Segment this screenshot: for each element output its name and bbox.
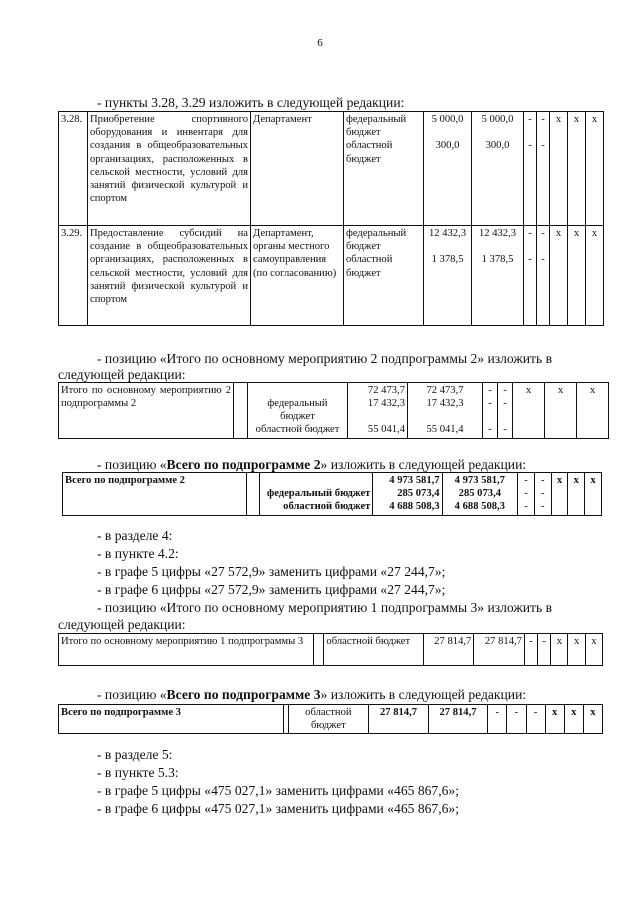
values-col5 xyxy=(373,473,442,516)
x-cell: x xyxy=(545,383,577,439)
row-executor: Департамент, органы местного самоуправления (по согласованию) xyxy=(251,226,344,326)
dash-cell: - xyxy=(526,705,545,734)
value-regional: 300,0 xyxy=(485,140,510,152)
row-number: 3.28. xyxy=(59,112,88,226)
row-sources xyxy=(260,473,373,516)
value-total: 4 973 581,7 xyxy=(389,475,440,486)
x-cell: x xyxy=(513,383,545,439)
value-federal: 12 432,3 xyxy=(478,228,517,239)
source-federal: федеральный бюджет xyxy=(266,488,371,499)
page-number: 6 xyxy=(317,37,323,49)
section4-line: - в графе 5 цифры «27 572,9» заменить цифрами «27 244,7»; xyxy=(97,564,446,579)
value-regional: 1 378,5 xyxy=(431,254,464,266)
dash-cell xyxy=(534,473,551,516)
source-regional: областной бюджет xyxy=(283,501,371,513)
dash-cell xyxy=(483,383,498,439)
x-cell: x xyxy=(583,705,602,734)
dash: - xyxy=(488,385,492,396)
total-label: Всего по подпрограмме 3 xyxy=(59,705,284,734)
section5-line: - в графе 6 цифры «475 027,1» заменить цифрами «465 867,6»; xyxy=(97,801,459,816)
dash: - xyxy=(503,424,507,436)
value-federal: 17 432,3 xyxy=(367,398,405,410)
dash: - xyxy=(540,488,545,500)
x-cell: x xyxy=(550,226,568,326)
section4-line: - в разделе 4: xyxy=(97,528,173,543)
intro-total-item2-cont: следующей редакции: xyxy=(58,367,186,382)
values-col5 xyxy=(348,383,408,439)
x-cell: x xyxy=(568,634,585,666)
intro-bold-text: Всего по подпрограмме 3 xyxy=(166,687,321,702)
section4-line: - в графе 6 цифры «27 572,9» заменить цифрами «27 244,7»; xyxy=(97,582,446,597)
value-regional: 300,0 xyxy=(435,140,460,152)
source-federal: федеральный бюджет xyxy=(346,114,407,139)
dash: - xyxy=(528,140,532,152)
table-row xyxy=(59,383,609,439)
row-executor: Департамент xyxy=(251,112,344,226)
dash-cell xyxy=(524,112,537,226)
table-row xyxy=(59,634,603,666)
row-sources xyxy=(344,112,424,226)
dash: - xyxy=(528,228,532,239)
value-total: 72 473,7 xyxy=(426,385,464,396)
value-col6: 27 814,7 xyxy=(428,705,488,734)
intro-total-item2: - позицию «Итого по основному мероприятию 2 подпрограммы 2» изложить в xyxy=(97,351,552,366)
source-regional: областной бюджет xyxy=(324,634,423,666)
source-federal: федеральный бюджет xyxy=(267,398,328,423)
dash-cell xyxy=(537,226,550,326)
value-col5: 27 814,7 xyxy=(423,634,474,666)
value-regional: 1 378,5 xyxy=(481,254,514,266)
x-cell: x xyxy=(586,226,604,326)
intro-items-3-28-3-29: - пункты 3.28, 3.29 изложить в следующей редакции: xyxy=(97,95,405,110)
row-values-col6 xyxy=(472,112,524,226)
intro-total-subprogram-2 xyxy=(97,456,526,473)
x-cell: x xyxy=(585,473,602,516)
dash: - xyxy=(488,424,492,436)
empty-cell xyxy=(314,634,324,666)
row-number: 3.29. xyxy=(59,226,88,326)
section4-line: - позицию «Итого по основному мероприятию 1 подпрограммы 3» изложить в xyxy=(97,600,552,615)
dash: - xyxy=(541,114,545,125)
dash: - xyxy=(528,114,532,125)
table-total-subprogram-2 xyxy=(62,472,602,516)
dash: - xyxy=(524,488,528,500)
dash-cell: - xyxy=(524,634,537,666)
value-col5: 27 814,7 xyxy=(369,705,429,734)
x-cell: x xyxy=(551,473,568,516)
source-federal: федеральный бюджет xyxy=(346,228,407,253)
x-cell: x xyxy=(585,634,602,666)
dash: - xyxy=(528,254,532,266)
dash-cell xyxy=(518,473,535,516)
dash: - xyxy=(540,475,545,486)
value-federal: 5 000,0 xyxy=(431,114,464,125)
dash-cell: - xyxy=(488,705,507,734)
total-label: Итого по основному мероприятию 2 подпрограммы 2 xyxy=(59,383,234,439)
x-cell: x xyxy=(568,473,585,516)
value-regional: 4 688 508,3 xyxy=(454,501,505,513)
section5-line: - в графе 5 цифры «475 027,1» заменить цифрами «465 867,6»; xyxy=(97,783,459,798)
source-regional: областной бюджет xyxy=(288,705,369,734)
source-regional: областной бюджет xyxy=(346,140,393,165)
value-federal: 285 073,4 xyxy=(397,488,440,500)
total-label: Итого по основному мероприятию 1 подпрограммы 3 xyxy=(59,634,314,666)
source-regional: областной бюджет xyxy=(255,424,340,436)
dash: - xyxy=(503,398,507,410)
x-cell: x xyxy=(550,112,568,226)
intro-text: » изложить в следующей редакции: xyxy=(320,687,527,702)
dash: - xyxy=(540,501,545,513)
x-cell: x xyxy=(586,112,604,226)
dash: - xyxy=(541,140,545,152)
table-total-subprogram-3 xyxy=(58,704,603,734)
intro-bold-text: Всего по подпрограмме 2 xyxy=(166,457,321,472)
row-values-col5 xyxy=(424,112,472,226)
row-values-col5 xyxy=(424,226,472,326)
empty-cell xyxy=(246,473,260,516)
value-regional: 55 041,4 xyxy=(426,424,464,436)
dash-cell xyxy=(524,226,537,326)
section5-line: - в разделе 5: xyxy=(97,747,173,762)
intro-text: - позицию « xyxy=(97,457,167,472)
x-cell: x xyxy=(551,634,568,666)
row-values-col6 xyxy=(472,226,524,326)
row-description: Приобретение спортивного оборудования и инвентаря для создания в общеобразовательных организациях, расположенных в сельской местности, условий для занятий физической культурой и спортом xyxy=(88,112,251,226)
table-row xyxy=(63,473,602,516)
section5-line: - в пункте 5.3: xyxy=(97,765,179,780)
value-federal: 5 000,0 xyxy=(481,114,514,125)
row-description: Предоставление субсидий на создание в общеобразовательных организациях, расположенных в сельской местности, условий для занятий физической культурой и спортом xyxy=(88,226,251,326)
intro-text: - позицию « xyxy=(97,687,167,702)
row-sources xyxy=(344,226,424,326)
table-items-3-28-3-29 xyxy=(58,111,604,326)
x-cell: x xyxy=(564,705,583,734)
dash-cell: - xyxy=(507,705,526,734)
dash: - xyxy=(524,501,528,513)
section4-line: следующей редакции: xyxy=(58,617,186,632)
source-regional: областной бюджет xyxy=(346,254,393,279)
intro-total-subprogram-3 xyxy=(97,686,526,703)
value-total: 4 973 581,7 xyxy=(454,475,505,486)
x-cell: x xyxy=(545,705,564,734)
dash: - xyxy=(503,385,507,396)
value-federal: 285 073,4 xyxy=(458,488,502,500)
x-cell: x xyxy=(577,383,609,439)
value-total: 72 473,7 xyxy=(367,385,405,396)
row-sources xyxy=(248,383,348,439)
dash: - xyxy=(541,228,545,239)
value-regional: 4 688 508,3 xyxy=(389,501,440,513)
dash-cell xyxy=(498,383,513,439)
values-col6 xyxy=(408,383,483,439)
table-row xyxy=(59,226,604,326)
x-cell: x xyxy=(568,226,586,326)
dash-cell xyxy=(537,112,550,226)
dash: - xyxy=(488,398,492,410)
table-row xyxy=(59,112,604,226)
total-label: Всего по подпрограмме 2 xyxy=(63,473,247,516)
empty-cell xyxy=(234,383,248,439)
intro-text: » изложить в следующей редакции: xyxy=(320,457,527,472)
table-total-main-event-1-subprogram-3 xyxy=(58,633,603,666)
table-row xyxy=(59,705,603,734)
value-regional: 55 041,4 xyxy=(367,424,405,436)
value-col6: 27 814,7 xyxy=(474,634,525,666)
value-federal: 17 432,3 xyxy=(426,398,464,410)
dash: - xyxy=(541,254,545,266)
value-federal: 12 432,3 xyxy=(428,228,467,239)
x-cell: x xyxy=(568,112,586,226)
section4-line: - в пункте 4.2: xyxy=(97,546,179,561)
dash-cell: - xyxy=(538,634,551,666)
table-total-main-event-2 xyxy=(58,382,609,439)
values-col6 xyxy=(442,473,518,516)
dash: - xyxy=(524,475,528,486)
